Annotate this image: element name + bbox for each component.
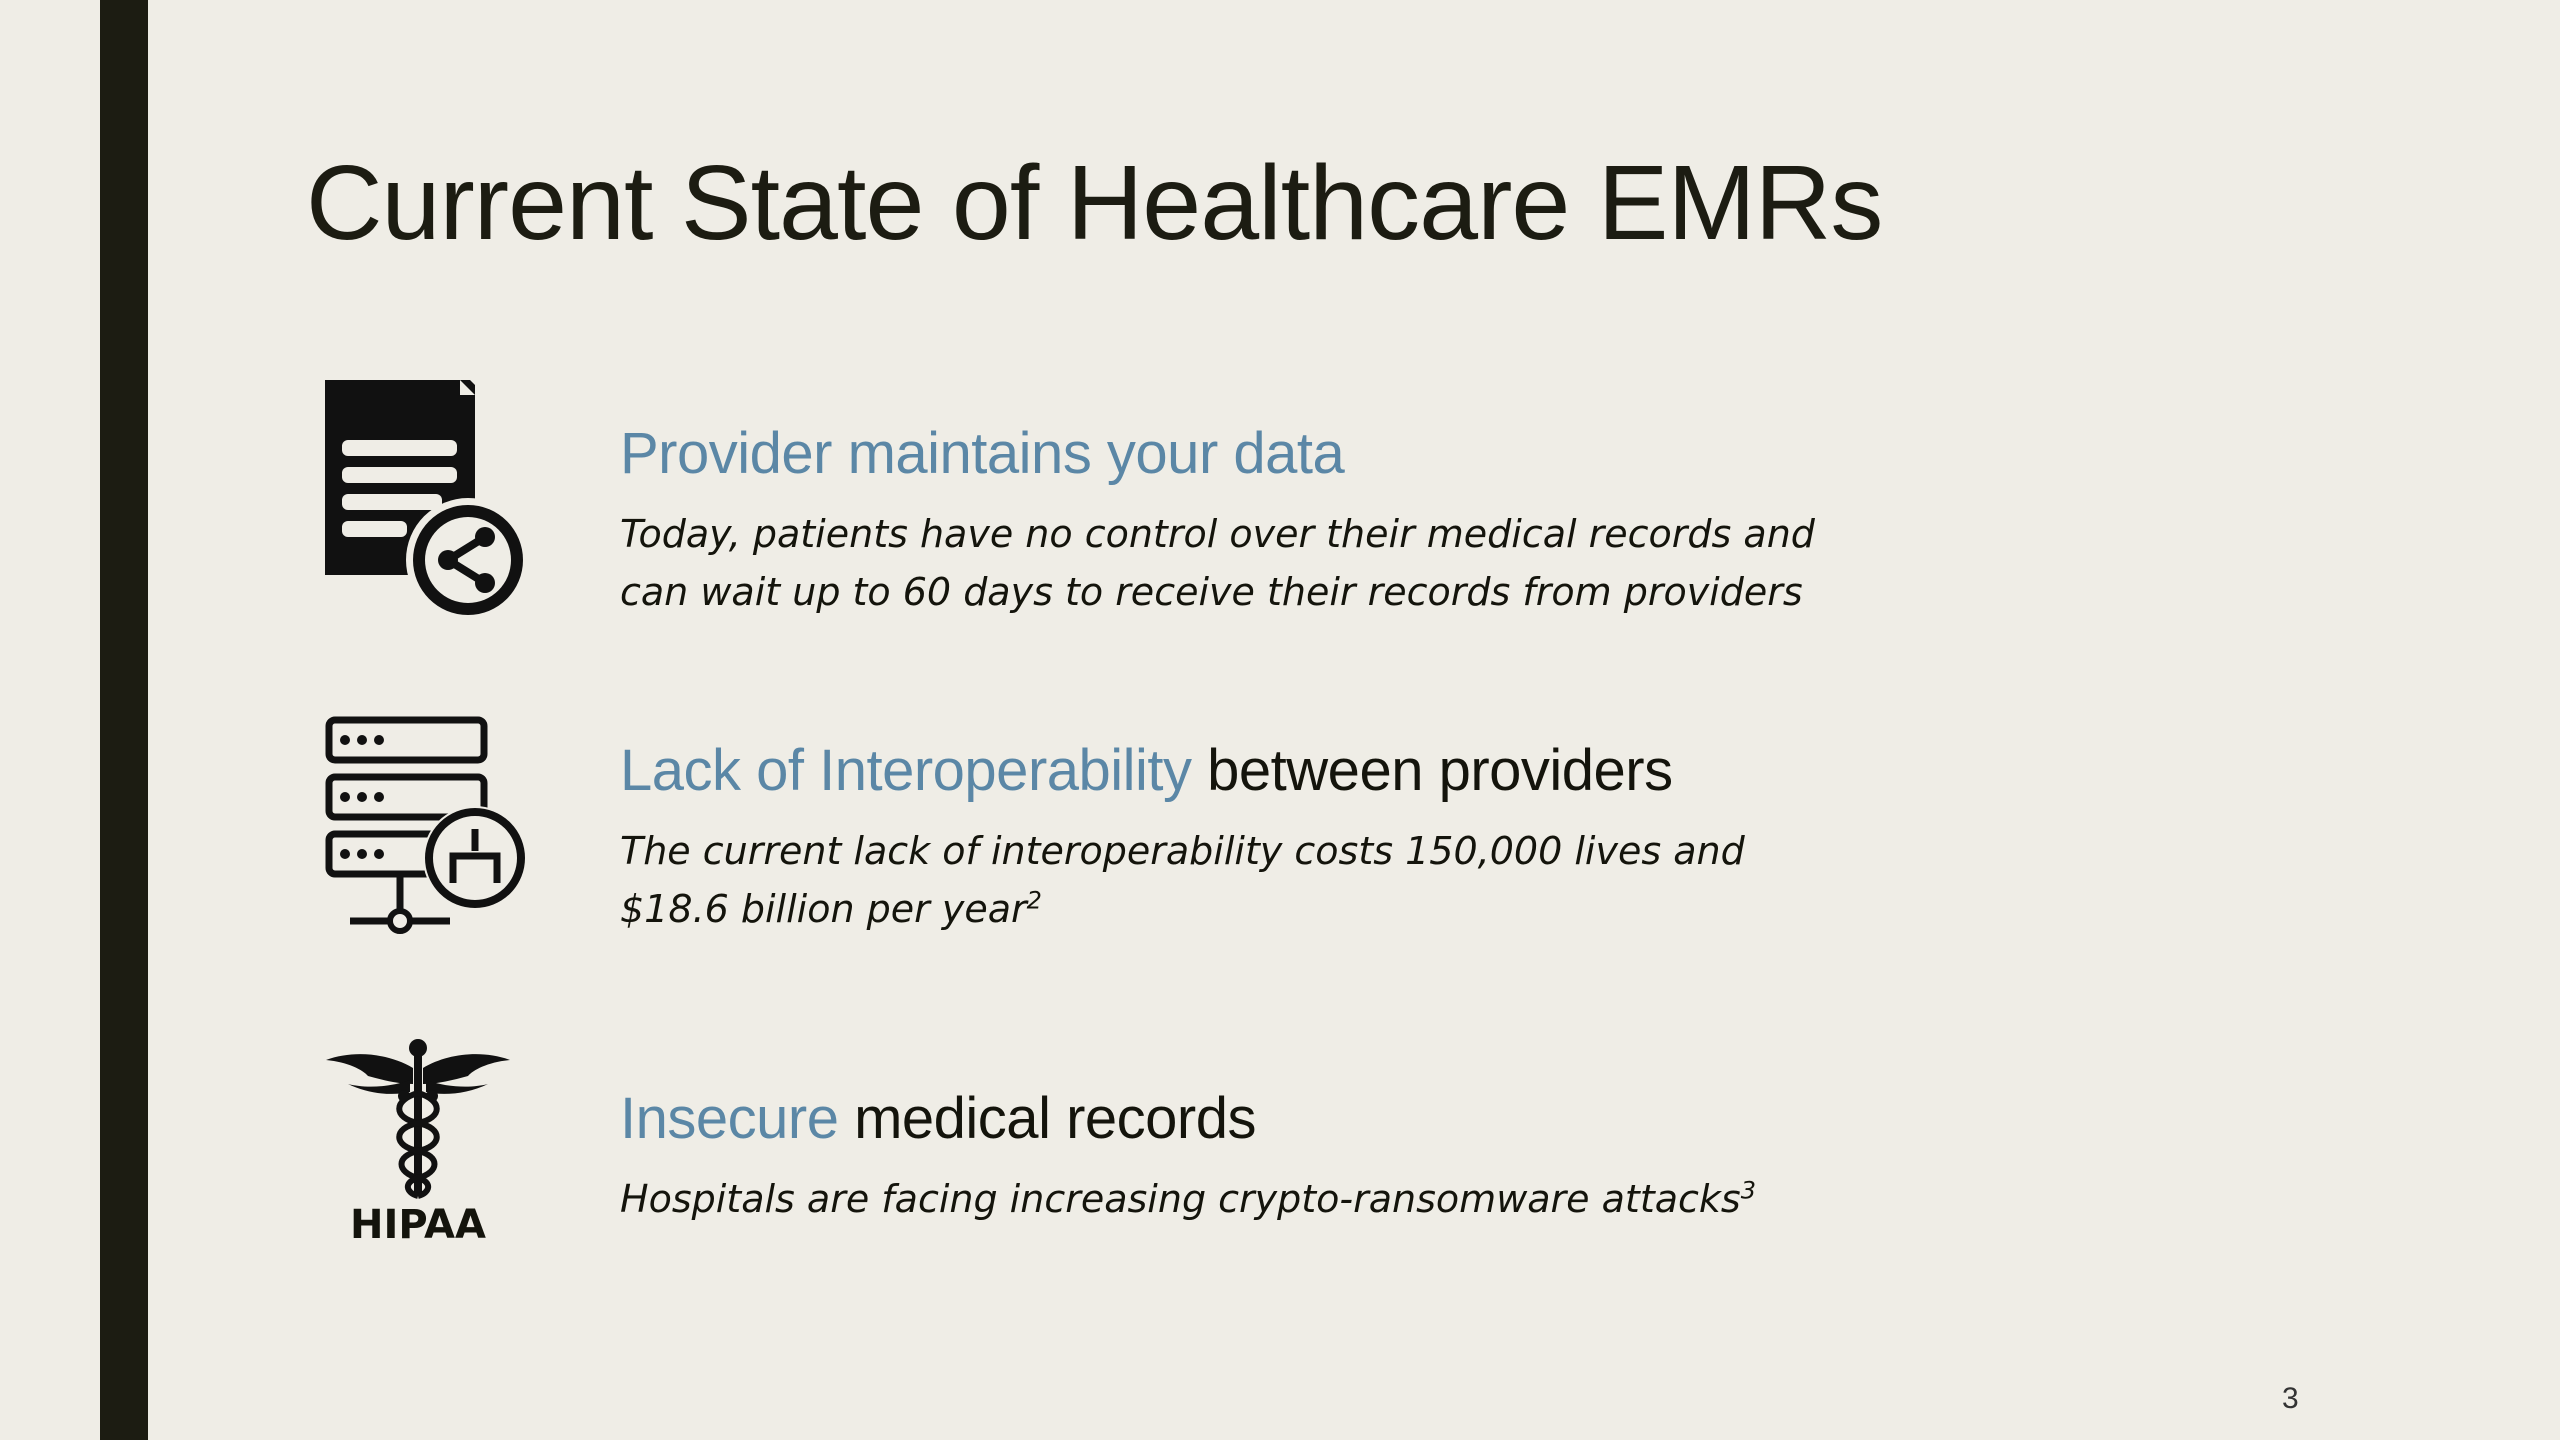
item-description [620,505,1815,621]
hipaa-label: HIPAA [350,1202,486,1248]
heading-blue-part: Provider maintains your data [620,421,1345,486]
item-text [620,738,1745,938]
item-description [620,1170,1756,1228]
heading-dark-part: medical records [854,1086,1256,1151]
caduceus-hipaa-icon [318,1038,518,1253]
item-description [620,822,1745,938]
slide-title: Current State of Healthcare EMRs [306,144,1883,262]
item-heading [620,1086,1756,1151]
item-heading [620,738,1745,803]
item-text [620,1086,1756,1228]
heading-dark-part: between providers [1207,738,1673,803]
heading-blue-part: Insecure [620,1086,839,1151]
document-share-icon [320,375,530,625]
heading-blue-part: Lack of Interoperability [620,738,1192,803]
description-line: can wait up to 60 days to receive their records from providers [620,570,1803,614]
footnote-marker: 3 [1740,1176,1756,1205]
item-heading [620,421,1815,486]
accent-bar [100,0,148,1440]
footnote-marker: 2 [1026,886,1042,915]
description-line: Hospitals are facing increasing crypto-ransomware attacks$^3$ [620,1176,1756,1221]
page-number: 3 [2282,1382,2299,1415]
description-line: Today, patients have no control over their medical records and [620,512,1815,556]
item-text [620,421,1815,621]
description-line: The current lack of interoperability costs 150,000 lives and [620,829,1745,873]
description-line: $18.6 billion per year$^2$ [620,886,1042,931]
server-network-icon [320,711,530,941]
